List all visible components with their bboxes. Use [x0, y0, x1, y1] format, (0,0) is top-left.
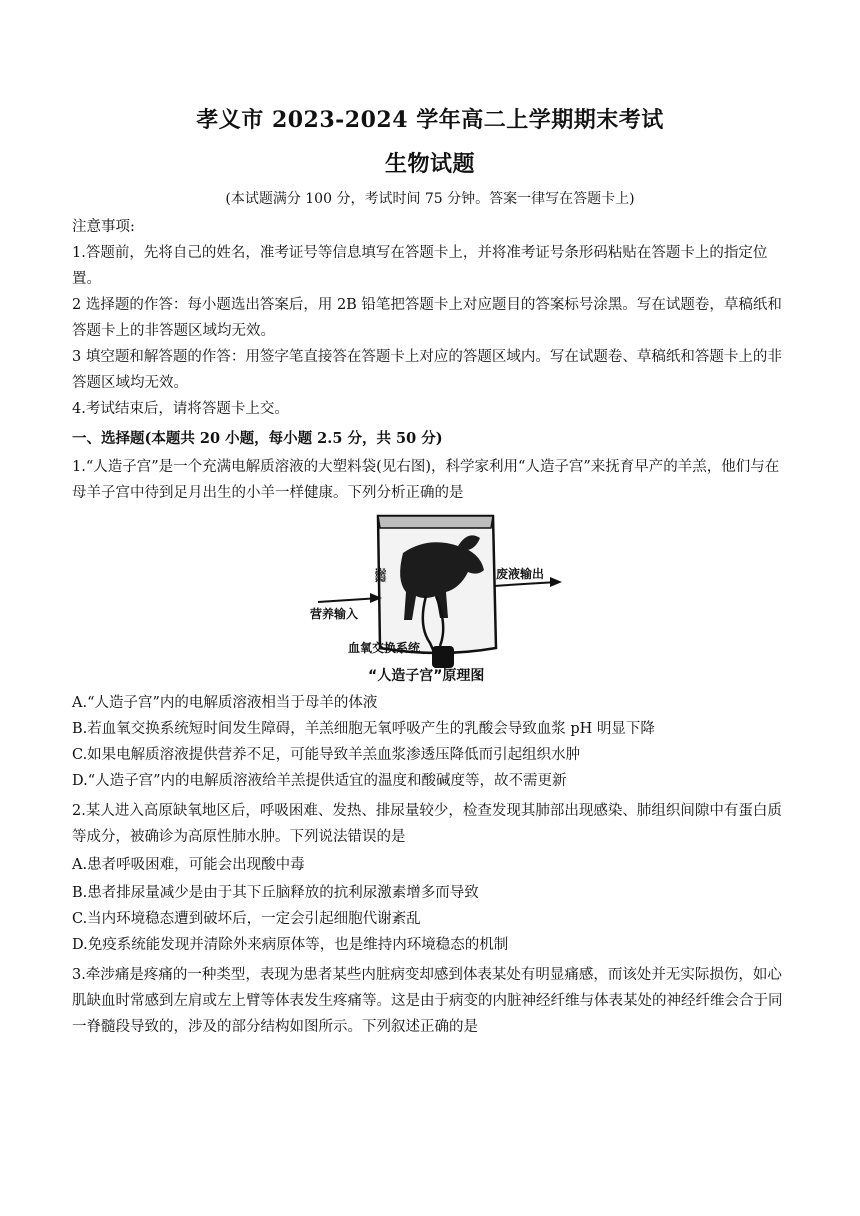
question-2-option-d: D.免疫系统能发现并清除外来病原体等，也是维持内环境稳态的机制 [72, 937, 509, 953]
exam-title: 孝义市 2023-2024 学年高二上学期期末考试 [196, 107, 664, 133]
section-heading: 一、选择题(本题共 20 小题，每小题 2.5 分，共 50 分) [72, 430, 443, 447]
figure-label-exchange: 血氧交换系统 [348, 641, 421, 655]
instruction-item-2: 2 选择题的作答：每小题选出答案后，用 2B 铅笔把答题卡上对应题目的答案标号涂黑。写在试题卷，草稿纸和答题卡上的非答题区域均无效。 [72, 297, 782, 339]
instruction-item-3: 3 填空题和解答题的作答：用签字笔直接答在答题卡上对应的答题区域内。写在试题卷、草稿纸和答题卡上的非答题区域均无效。 [72, 349, 782, 391]
exam-subtitle: 生物试题 [384, 151, 475, 177]
bag-top-seam [378, 516, 493, 528]
figure-label-solution [373, 568, 387, 582]
question-3-stem: 3.牵涉痛是疼痛的一种类型，表现为患者某些内脏病变却感到体表某处有明显痛感，而该处并无实际损伤，如心肌缺血时常感到左肩或左上臂等体表发生疼痛等。这是由于病变的内脏神经纤维与体表某处的神经纤维会合于同一脊髓段导致的，涉及的部分结构如图所示。下列叙述正确的是 [72, 967, 783, 1035]
question-1-option-c: C.如果电解质溶液提供营养不足，可能导致羊羔血浆渗透压降低而引起组织水肿 [72, 747, 581, 763]
question-2-option-c: C.当内环境稳态遭到破坏后，一定会引起细胞代谢紊乱 [72, 911, 421, 927]
figure-caption: “人造子宫”原理图 [368, 668, 485, 684]
question-2-stem: 2.某人进入高原缺氧地区后，呼吸困难、发热、排尿量较少，检查发现其肺部出现感染、肺组织间隙中有蛋白质等成分，被确诊为高原性肺水肿。下列说法错误的是 [72, 803, 782, 845]
question-1-stem: 1.“人造子宫”是一个充满电解质溶液的大塑料袋(见右图)，科学家利用“人造子宫”来抚育早产的羊羔，他们与在母羊子宫中待到足月出生的小羊一样健康。下列分析正确的是 [72, 459, 780, 501]
instructions-heading: 注意事项: [72, 219, 135, 235]
instruction-item-4: 4.考试结束后，请将答题卡上交。 [72, 401, 289, 417]
exchange-unit [432, 646, 454, 668]
output-tube [494, 582, 558, 586]
question-2-option-a: A.患者呼吸困难，可能会出现酸中毒 [72, 857, 305, 873]
question-2-option-b: B.患者排尿量减少是由于其下丘脑释放的抗利尿激素增多而导致 [72, 885, 479, 901]
question-1-option-b: B.若血氧交换系统短时间发生障碍，羊羔细胞无氧呼吸产生的乳酸会导致血浆 pH 明显下降 [72, 721, 655, 737]
figure-label-input: 营养输入 [310, 607, 359, 621]
output-arrow-icon [550, 577, 562, 587]
artificial-womb-diagram [308, 508, 608, 688]
figure-label-output: 废液输出 [496, 567, 545, 581]
artificial-womb-figure [308, 508, 608, 688]
question-1-option-d: D.“人造子宫”内的电解质溶液给羊羔提供适宜的温度和酸碱度等，故不需更新 [72, 773, 567, 789]
question-1-option-a: A.“人造子宫”内的电解质溶液相当于母羊的体液 [72, 695, 378, 711]
instruction-item-1: 1.答题前，先将自己的姓名，准考证号等信息填写在答题卡上，并将准考证号条形码粘贴在答题卡上的指定位置。 [72, 245, 768, 287]
exam-note: (本试题满分 100 分，考试时间 75 分钟。答案一律写在答题卡上) [225, 191, 635, 207]
